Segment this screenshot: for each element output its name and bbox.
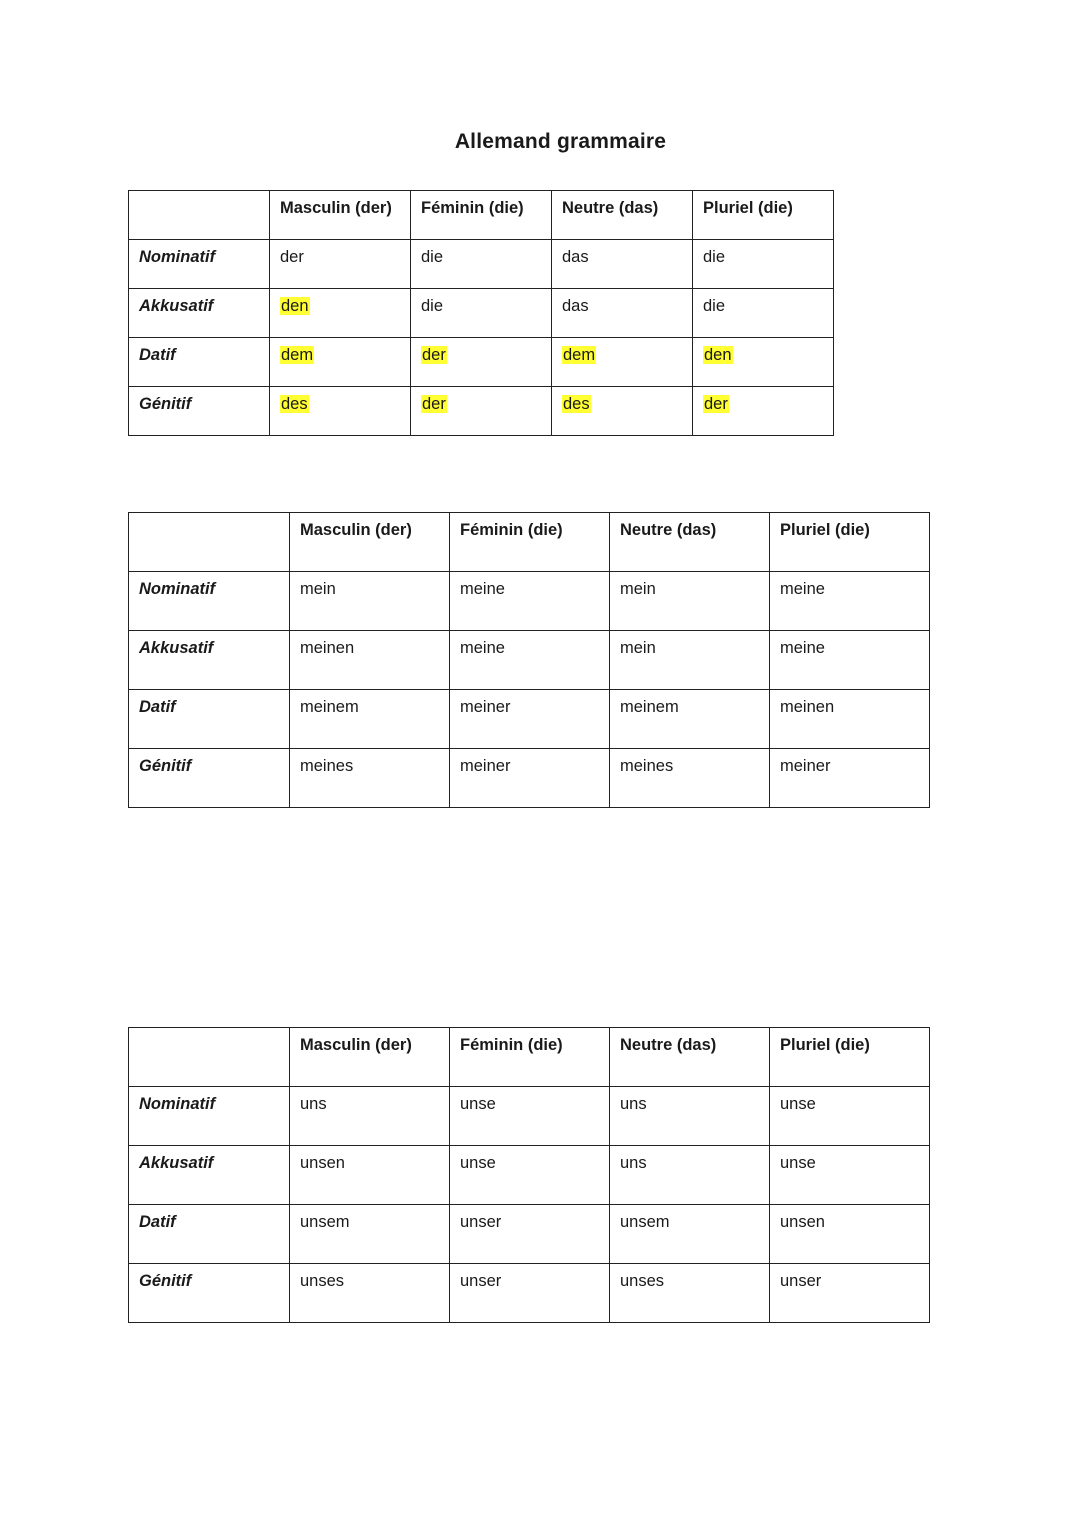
table-cell: [693, 289, 834, 338]
cell-text: das: [562, 297, 589, 315]
table-cell: meinem: [610, 690, 770, 749]
table-cell: mein: [290, 572, 450, 631]
table-cell: unsem: [290, 1205, 450, 1264]
table-row: [129, 1264, 930, 1323]
table-cell: meiner: [450, 749, 610, 808]
header-masculin: Masculin (der): [270, 191, 411, 240]
table-cell: meine: [450, 572, 610, 631]
table-cell: unses: [610, 1264, 770, 1323]
table-cell: [693, 338, 834, 387]
table-row: [129, 749, 930, 808]
table-cell: meinem: [290, 690, 450, 749]
case-label: Nominatif: [129, 572, 290, 631]
table-cell: meine: [450, 631, 610, 690]
cell-text: das: [562, 248, 589, 266]
cell-text: die: [421, 297, 444, 315]
header-row: [129, 1028, 930, 1087]
cell-text: die: [421, 248, 444, 266]
table-row: [129, 289, 834, 338]
highlighted-text: der: [422, 346, 446, 364]
table-cell: meinen: [290, 631, 450, 690]
highlighted-text: dem: [563, 346, 596, 364]
table-cell: [693, 387, 834, 436]
table-row: [129, 572, 930, 631]
table-cell: unser: [450, 1205, 610, 1264]
table-cell: [411, 240, 552, 289]
table-cell: [552, 387, 693, 436]
table-row: [129, 1146, 930, 1205]
table-cell: [693, 240, 834, 289]
cell-text: die: [703, 297, 726, 315]
table-row: [129, 240, 834, 289]
table-cell: [270, 240, 411, 289]
table-cell: unser: [450, 1264, 610, 1323]
case-label: Datif: [129, 690, 290, 749]
case-label: Akkusatif: [129, 631, 290, 690]
case-label: Nominatif: [129, 240, 270, 289]
corner-cell: [129, 513, 290, 572]
table-cell: unse: [450, 1146, 610, 1205]
header-feminin: Féminin (die): [450, 513, 610, 572]
header-neutre: Neutre (das): [610, 513, 770, 572]
table-row: [129, 387, 834, 436]
table-cell: unse: [770, 1146, 930, 1205]
table-cell: unsen: [290, 1146, 450, 1205]
table-cell: uns: [610, 1087, 770, 1146]
table-row: [129, 338, 834, 387]
highlighted-text: den: [704, 346, 732, 364]
header-masculin: Masculin (der): [290, 1028, 450, 1087]
cell-text: der: [280, 248, 304, 266]
table-row: [129, 1087, 930, 1146]
table-cell: meines: [290, 749, 450, 808]
table-cell: meinen: [770, 690, 930, 749]
possessive-unser-table: [128, 1027, 930, 1323]
case-label: Génitif: [129, 749, 290, 808]
table-cell: meiner: [450, 690, 610, 749]
cell-text: die: [703, 248, 726, 266]
table-cell: [552, 240, 693, 289]
corner-cell: [129, 1028, 290, 1087]
table-cell: mein: [610, 572, 770, 631]
table-cell: [552, 289, 693, 338]
table-cell: [411, 387, 552, 436]
table-cell: uns: [290, 1087, 450, 1146]
header-neutre: Neutre (das): [610, 1028, 770, 1087]
case-label: Datif: [129, 338, 270, 387]
table-cell: [411, 338, 552, 387]
table-cell: unse: [770, 1087, 930, 1146]
table-cell: [270, 289, 411, 338]
page-title: Allemand grammaire: [454, 130, 667, 153]
table-row: [129, 631, 930, 690]
table-cell: [552, 338, 693, 387]
case-label: Génitif: [129, 1264, 290, 1323]
case-label: Akkusatif: [129, 289, 270, 338]
table-cell: unse: [450, 1087, 610, 1146]
table-cell: unses: [290, 1264, 450, 1323]
header-pluriel: Pluriel (die): [693, 191, 834, 240]
header-neutre: Neutre (das): [552, 191, 693, 240]
case-label: Nominatif: [129, 1087, 290, 1146]
table-cell: [411, 289, 552, 338]
table-cell: [270, 338, 411, 387]
header-pluriel: Pluriel (die): [770, 1028, 930, 1087]
definite-article-table: [128, 190, 834, 436]
highlighted-text: des: [563, 395, 590, 413]
corner-cell: [129, 191, 270, 240]
highlighted-text: der: [704, 395, 728, 413]
header-pluriel: Pluriel (die): [770, 513, 930, 572]
header-feminin: Féminin (die): [411, 191, 552, 240]
highlighted-text: den: [281, 297, 309, 315]
case-label: Akkusatif: [129, 1146, 290, 1205]
table-row: [129, 1205, 930, 1264]
table-cell: unsen: [770, 1205, 930, 1264]
header-feminin: Féminin (die): [450, 1028, 610, 1087]
header-row: [129, 191, 834, 240]
case-label: Datif: [129, 1205, 290, 1264]
highlighted-text: des: [281, 395, 308, 413]
table-cell: meiner: [770, 749, 930, 808]
header-row: [129, 513, 930, 572]
table-cell: [270, 387, 411, 436]
highlighted-text: dem: [281, 346, 314, 364]
table-row: [129, 690, 930, 749]
header-masculin: Masculin (der): [290, 513, 450, 572]
possessive-mein-table: [128, 512, 930, 808]
highlighted-text: der: [422, 395, 446, 413]
table-cell: unser: [770, 1264, 930, 1323]
table-cell: uns: [610, 1146, 770, 1205]
case-label: Génitif: [129, 387, 270, 436]
table-cell: mein: [610, 631, 770, 690]
table-cell: meine: [770, 631, 930, 690]
table-cell: meine: [770, 572, 930, 631]
table-cell: meines: [610, 749, 770, 808]
table-cell: unsem: [610, 1205, 770, 1264]
